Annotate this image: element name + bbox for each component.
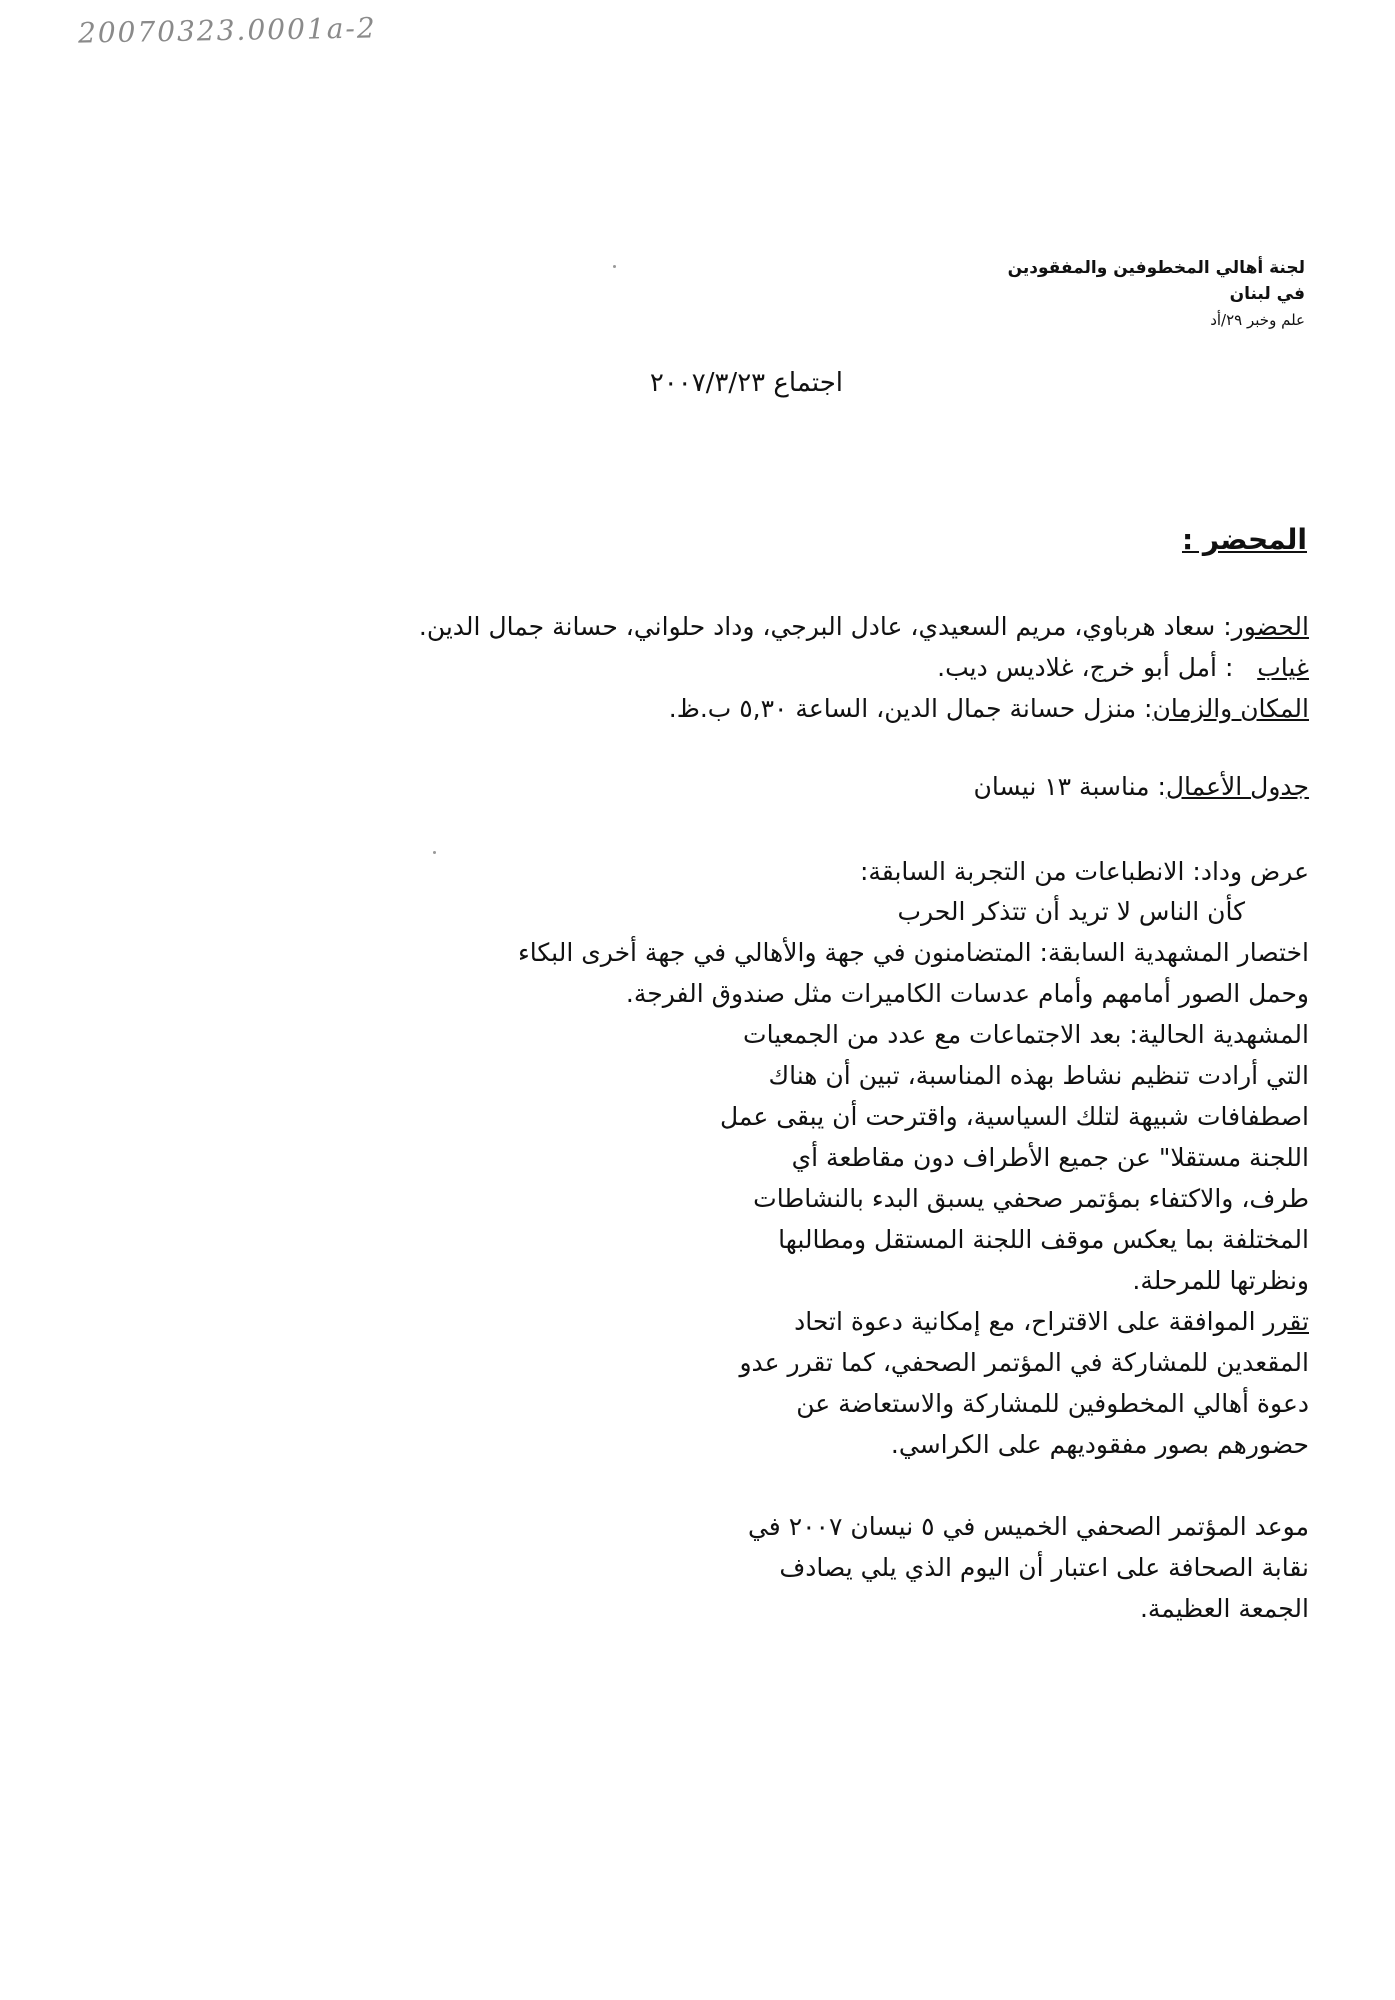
decision-line: المقعدين للمشاركة في المؤتمر الصحفي، كما تقرر عدو: [739, 1348, 1309, 1377]
scan-speck: [433, 851, 436, 854]
place-and-time: [669, 694, 1309, 723]
presentation-line: وحمل الصور أمامهم وأمام عدسات الكاميرات مثل صندوق الفرجة.: [625, 979, 1309, 1008]
decision-line: حضورهم بصور مفقوديهم على الكراسي.: [890, 1430, 1309, 1459]
presentation-line: اصطفافات شبيهة لتلك السياسية، واقترحت أن يبقى عمل: [719, 1102, 1309, 1131]
presentation-line: اللجنة مستقلا" عن جميع الأطراف دون مقاطعة أي: [791, 1143, 1309, 1172]
decision-label: تقرر: [1263, 1307, 1309, 1336]
scan-speck: [613, 265, 616, 268]
present-label: الحضور: [1231, 612, 1309, 641]
org-name-line2: في لبنان: [1229, 284, 1305, 304]
presentation-line: كأن الناس لا تريد أن تتذكر الحرب: [897, 897, 1245, 926]
place-label: المكان والزمان: [1152, 694, 1309, 723]
presentation-line: طرف، والاكتفاء بمؤتمر صحفي يسبق البدء بالنشاطات: [753, 1184, 1309, 1213]
attendance-absent: [937, 653, 1309, 682]
org-registration-ref: علم وخبر ٢٩/أد: [1210, 311, 1305, 329]
attendance-present: [419, 612, 1309, 641]
presentation-line: ونظرتها للمرحلة.: [1132, 1266, 1309, 1295]
presentation-intro: عرض وداد: الانطباعات من التجربة السابقة:: [859, 857, 1309, 886]
press-line: موعد المؤتمر الصحفي الخميس في ٥ نيسان ٢٠٠٧ في: [747, 1512, 1309, 1541]
place-value: : منزل حسانة جمال الدين، الساعة ٥,٣٠ ب.ظ.: [668, 694, 1153, 723]
absent-label: غياب: [1257, 653, 1309, 682]
presentation-line: المختلفة بما يعكس موقف اللجنة المستقل ومطالبها: [778, 1225, 1309, 1254]
press-line: الجمعة العظيمة.: [1139, 1594, 1309, 1623]
org-name-line1: لجنة أهالي المخطوفين والمفقودين: [1007, 258, 1305, 278]
meeting-title: اجتماع ٢٠٠٧/٣/٢٣: [649, 368, 843, 398]
organization-header: [1008, 255, 1305, 333]
absent-value: : أمل أبو خرج، غلاديس ديب.: [937, 653, 1258, 682]
presentation-line: التي أرادت تنظيم نشاط بهذه المناسبة، تبين أن هناك: [768, 1061, 1309, 1090]
present-value: : سعاد هرباوي، مريم السعيدي، عادل البرجي، وداد حلواني، حسانة جمال الدين.: [418, 612, 1232, 641]
presentation-line: المشهدية الحالية: بعد الاجتماعات مع عدد من الجمعيات: [743, 1020, 1309, 1049]
decision-line: دعوة أهالي المخطوفين للمشاركة والاستعاضة عن: [796, 1389, 1309, 1418]
decision-text: الموافقة على الاقتراح، مع إمكانية دعوة اتحاد: [794, 1307, 1264, 1336]
presentation-line: اختصار المشهدية السابقة: المتضامنون في جهة والأهالي في جهة أخرى البكاء: [517, 938, 1309, 967]
handwritten-document-id: 20070323.0001a-2: [77, 11, 377, 50]
press-line: نقابة الصحافة على اعتبار أن اليوم الذي يلي يصادف: [779, 1553, 1309, 1582]
agenda: [974, 772, 1309, 801]
decision-line: [794, 1307, 1309, 1336]
agenda-label: جدول الأعمال: [1165, 772, 1309, 801]
agenda-value: : مناسبة ١٣ نيسان: [973, 772, 1166, 801]
minutes-heading: المحضر :: [1181, 523, 1307, 556]
